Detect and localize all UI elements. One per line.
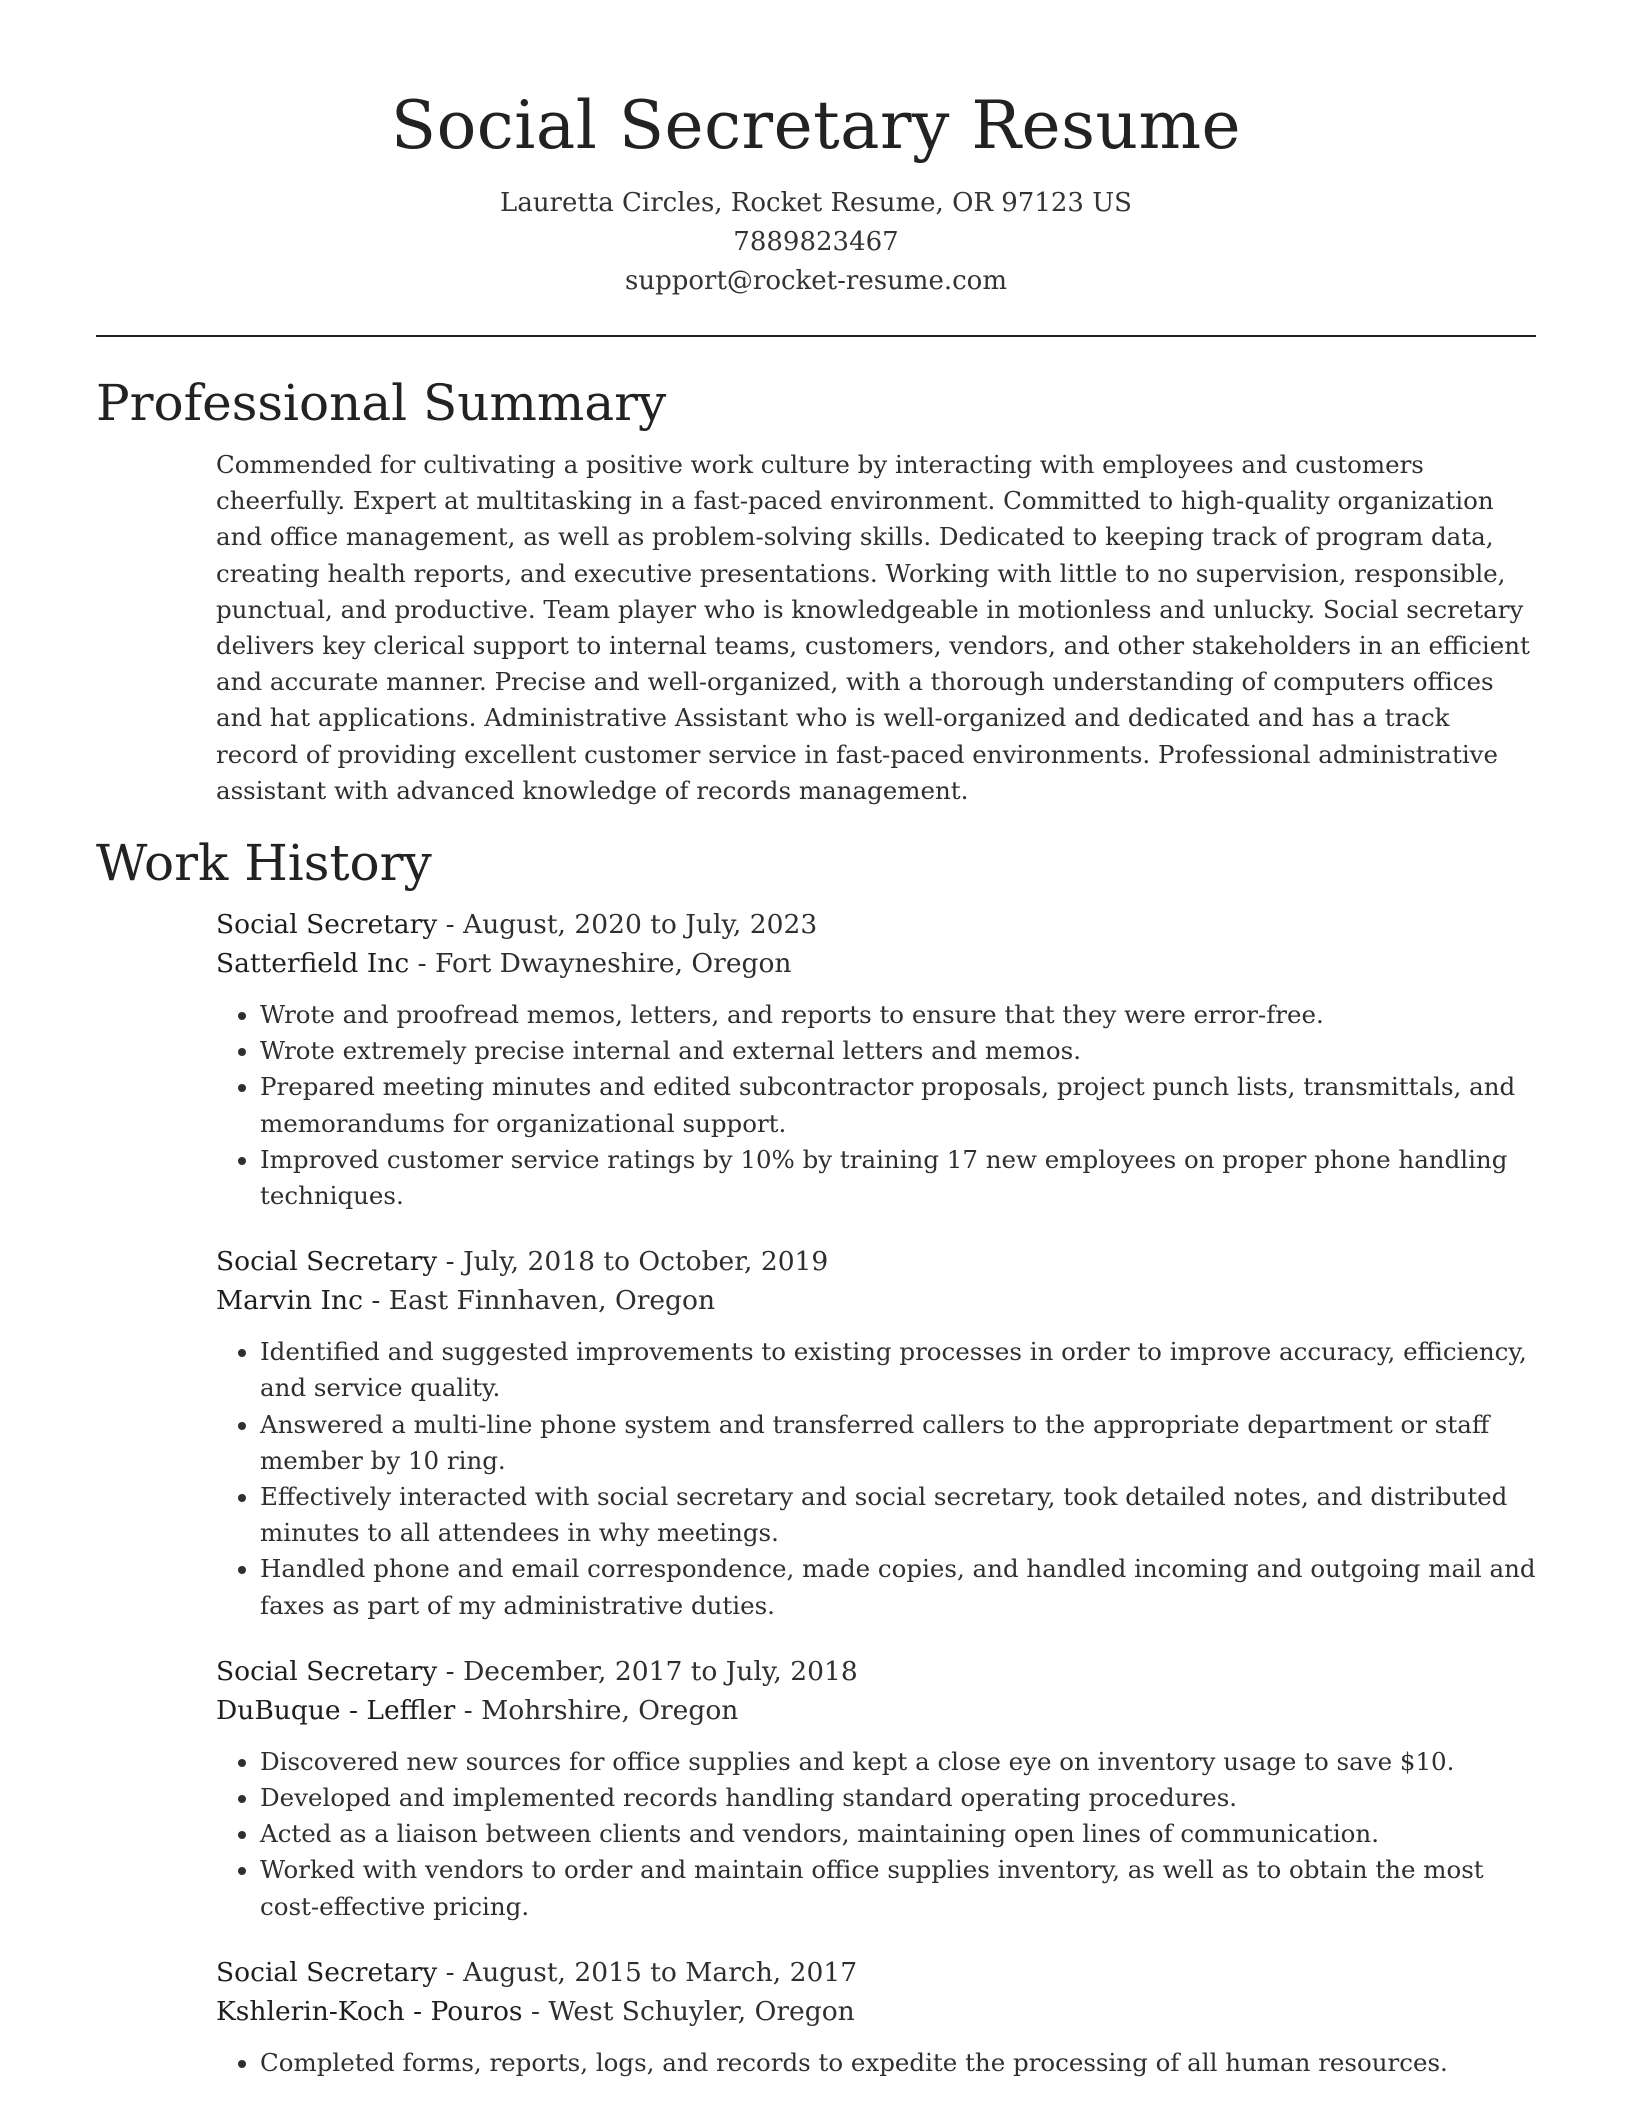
job-bullet: • Discovered new sources for office supplies and kept a close eye on inventory usage to save $10. (260, 1744, 1536, 1780)
job-entry (216, 905, 1536, 1214)
job-bullet: • Answered a multi-line phone system and transferred callers to the appropriate department or staff member by 10 ring. (260, 1407, 1536, 1479)
job-bullet: • Improved customer service ratings by 10% by training 17 new employees on proper phone handling techniques. (260, 1142, 1536, 1214)
separator: - (437, 1655, 464, 1687)
job-title: Social Secretary (216, 909, 438, 941)
job-bullets (216, 997, 1536, 1214)
job-bullet: • Wrote extremely precise internal and external letters and memos. (260, 1033, 1536, 1069)
job-company: DuBuque - Leffler (216, 1694, 456, 1726)
separator: - (437, 1956, 464, 1988)
job-title: Social Secretary (216, 1246, 438, 1278)
job-company-line (216, 1992, 1536, 2031)
separator: - (409, 948, 436, 980)
job-dates: August, 2015 to March, 2017 (463, 1956, 858, 1988)
job-company-line (216, 944, 1536, 983)
header-divider (96, 335, 1536, 337)
contact-address: Lauretta Circles, Rocket Resume, OR 97123 US (500, 188, 1132, 218)
job-bullet: • Acted as a liaison between clients and vendors, maintaining open lines of communication. (260, 1816, 1536, 1852)
resume-page (96, 0, 1536, 2109)
job-title: Social Secretary (216, 1956, 438, 1988)
job-bullet: • Worked with vendors to order and maintain office supplies inventory, as well as to obtain the most cost-effective pricing. (260, 1852, 1536, 1924)
job-bullets (216, 2045, 1536, 2081)
job-company: Marvin Inc (216, 1285, 363, 1317)
job-dates: July, 2018 to October, 2019 (463, 1246, 829, 1278)
job-title-line (216, 1652, 1536, 1691)
job-bullet: • Effectively interacted with social secretary and social secretary, took detailed notes, and distributed minutes to all attendees in why meetings. (260, 1479, 1536, 1551)
job-bullet: • Wrote and proofread memos, letters, and reports to ensure that they were error-free. (260, 997, 1536, 1033)
job-location: Fort Dwayneshire, Oregon (435, 948, 792, 980)
job-company-line (216, 1281, 1536, 1320)
job-entry (216, 1652, 1536, 1925)
job-company: Satterfield Inc (216, 948, 410, 980)
job-title: Social Secretary (216, 1655, 438, 1687)
job-location: Mohrshire, Oregon (481, 1694, 739, 1726)
job-dates: August, 2020 to July, 2023 (463, 909, 818, 941)
contact-email: support@rocket-resume.com (624, 266, 1007, 296)
job-company: Kshlerin-Koch - Pouros (216, 1995, 523, 2027)
job-bullets (216, 1744, 1536, 1925)
job-entry (216, 1242, 1536, 1624)
contact-phone: 7889823467 (733, 227, 899, 257)
job-dates: December, 2017 to July, 2018 (463, 1655, 858, 1687)
job-bullet: • Identified and suggested improvements to existing processes in order to improve accuracy, efficiency, and service quality. (260, 1334, 1536, 1406)
job-location: East Finnhaven, Oregon (388, 1285, 716, 1317)
separator: - (437, 909, 464, 941)
job-bullet: • Completed forms, reports, logs, and records to expedite the processing of all human resources. (260, 2045, 1536, 2081)
job-bullet: • Prepared meeting minutes and edited subcontractor proposals, project punch lists, transmittals, and memorandums for organizational support. (260, 1069, 1536, 1141)
job-title-line (216, 905, 1536, 944)
job-company-line (216, 1691, 1536, 1730)
separator: - (437, 1246, 464, 1278)
job-bullet: • Developed and implemented records handling standard operating procedures. (260, 1780, 1536, 1816)
job-entry (216, 1953, 1536, 2081)
job-bullet: • Handled phone and email correspondence, made copies, and handled incoming and outgoing mail and faxes as part of my administrative duties. (260, 1551, 1536, 1623)
resume-title: Social Secretary Resume (390, 87, 1242, 164)
job-title-line (216, 1242, 1536, 1281)
summary-heading: Professional Summary (96, 374, 667, 432)
separator: - (522, 1995, 549, 2027)
separator: - (362, 1285, 389, 1317)
summary-text: Commended for cultivating a positive work culture by interacting with employees and customers cheerfully. Expert at multitasking in a fast-paced environment. Committed to high-quality organization and office management, as well as problem-solving skills. Dedicated to keeping track of program data, creating health reports, and executive presentations. Working with little to no supervision, responsible, punctual, and productive. Team player who is knowledgeable in motionless and unlucky. Social secretary delivers key clerical support to internal teams, customers, vendors, and other stakeholders in an efficient and accurate manner. Precise and well-organized, with a thorough understanding of computers offices and hat applications. Administrative Assistant who is well-organized and dedicated and has a track record of providing excellent customer service in fast-paced environments. Professional administrative assistant with advanced knowledge of records management. (216, 450, 1530, 805)
work-history-list (216, 905, 1536, 2081)
job-bullets (216, 1334, 1536, 1624)
work-history-heading: Work History (96, 834, 432, 893)
contact-block (96, 184, 1536, 301)
separator: - (455, 1694, 482, 1726)
job-location: West Schuyler, Oregon (548, 1995, 855, 2027)
job-title-line (216, 1953, 1536, 1992)
